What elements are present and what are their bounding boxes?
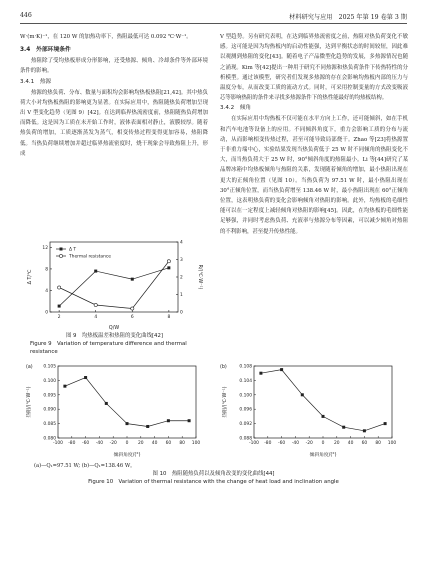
x-tick-label-b: 100 (387, 441, 397, 446)
figure-10-chart (20, 360, 407, 462)
panel-a-tag: (a) (26, 365, 33, 370)
y-axis-label-left: Δ T/℃ (28, 269, 33, 285)
data-point-r (167, 260, 170, 263)
y-tick-label-a: 0.080 (43, 436, 56, 442)
x-tick-label-a: -100 (53, 441, 63, 446)
x-tick-label-a: 20 (138, 441, 144, 446)
x-tick-label-b: -60 (278, 441, 286, 446)
data-point-b (322, 415, 325, 418)
paragraph: 热阻除了受均热板形成分形影响，还受热源、倾角、冷却条件等外部环境条件的影响。 (20, 58, 208, 75)
paragraph-continued: V 型趋势。另有研究表明，在达到临界热流密度之前，热阻对热负荷变化不敏感。这可能是因为均热板内的启动性能强，达到平衡状态的时间较短，因此难以观测到热阻的变化[43]。随着电子产品微型化趋势的发展，多热源情况也随之涌现。Kim 等[42]提出一种用于研究不同热源和热负荷条件下传热特性的分析模型。通过该模型，研究者们发现多热源的存在会影响均热板内部的压力与温度分布，从而改变工质的流动方式。同时，可采用控制变量的方式改变吸液芯等影响热阻的条件来寻找多热源条件下的热性能最好的均热板结构。 (220, 34, 408, 102)
x-tick-label-b: 80 (375, 441, 381, 446)
right-column (220, 32, 408, 237)
series-line-a (65, 378, 189, 427)
plot-frame-a (58, 366, 196, 438)
data-point-a (126, 422, 129, 425)
paragraph: 热源的热负荷、分布、数量与面积均会影响均热板热阻[21,42]。其中热负荷大小对均热板热阻的影响更为显著。在实际应用中，热阻随热负荷增加呈现出 V 型变化趋势（见图 9）[42]。在达到临界热流密度前，热阻随热负荷增加而降低。这是因为工质在未开始工作时，液体表面相对静止，液膜较厚。随着热负荷的增加，工质逐渐蒸发为蒸气，相变传热过程变得更加容易，热阻降低。当热负荷继续增加并超过临界热流密度时，烧干现象会导致热阻上升，形成 (20, 89, 208, 157)
x-tick-label-a: 80 (179, 441, 185, 446)
data-point-a (188, 419, 191, 422)
x-tick-label: 2 (57, 315, 61, 320)
y-tick-label-a: 0.100 (43, 378, 56, 384)
figure-10-subcaption: (a)—Q₁=97.51 W; (b)—Q₁=138.46 W。 (34, 463, 136, 469)
data-point-r (58, 286, 61, 289)
x-tick-label-a: 0 (125, 441, 129, 446)
data-point-a (63, 385, 66, 388)
y-tick-label-a: 0.095 (43, 393, 56, 399)
x-tick-label-b: 40 (347, 441, 354, 446)
x-tick-label-a: -40 (95, 441, 103, 446)
x-tick-label: 6 (130, 315, 134, 320)
y-axis-label-b: 热阻/(℃·W⁻¹) (223, 386, 228, 418)
y-tick-label-b: 0.108 (239, 364, 252, 370)
x-tick-label-b: 60 (361, 441, 368, 446)
x-axis-label-b: 倾斜角度/(°) (309, 453, 337, 458)
data-point-a (84, 376, 87, 379)
figure-9-chart (22, 238, 207, 332)
y-tick-label-b: 0.104 (239, 378, 252, 384)
data-point-dt (58, 305, 61, 308)
figure-9 (22, 238, 207, 356)
series-line-dt (59, 268, 169, 306)
panel-b-tag: (b) (220, 365, 227, 370)
series-line-b (261, 370, 385, 431)
data-point-b (342, 426, 345, 429)
x-tick-label-b: -100 (249, 441, 259, 446)
data-point-a (105, 402, 108, 405)
y-tick-label-right: 4 (180, 240, 183, 246)
subsection-heading: 3.4.2 倾角 (220, 105, 252, 112)
legend-label-r: Thermal resistance (69, 254, 111, 260)
data-point-dt (94, 270, 97, 273)
page-number: 446 (20, 12, 32, 19)
figure-9-caption-en: Figure 9 Variation of temperature difference and thermal resistance (30, 341, 187, 355)
figure-10-caption-en: Figure 10 Variation of thermal resistance with the change of heat load and inclination angle (88, 479, 339, 485)
figure-10 (20, 360, 407, 486)
section-heading: 3.4 外部环境条件 (20, 47, 71, 54)
data-point-b (363, 429, 366, 432)
y-tick-label-b: 0.096 (239, 407, 252, 413)
x-tick-label-b: 0 (321, 441, 325, 446)
legend-marker-dt (60, 248, 63, 251)
y-tick-label-b: 0.100 (239, 393, 252, 399)
x-tick-label-b: 20 (334, 441, 340, 446)
left-column (20, 32, 208, 159)
y-tick-label-left: 4 (45, 288, 48, 294)
paragraph-continued: W·(m·K)⁻¹，在 120 W 的加热功率下，热阻最低可达 0.092 ℃·W⁻¹。 (20, 34, 192, 40)
x-axis-label: Q/W (108, 326, 120, 331)
x-tick-label-a: -80 (68, 441, 76, 446)
y-axis-label-a: 热阻/(℃·W⁻¹) (27, 386, 32, 418)
plot-frame-b (254, 366, 392, 438)
plot-frame (50, 242, 178, 312)
x-tick-label-a: 40 (151, 441, 158, 446)
y-tick-label-right: 0 (180, 310, 183, 316)
figure-9-caption-cn: 图 9 均热板温差和热阻的变化曲线[42] (65, 333, 164, 339)
x-tick-label-b: -20 (305, 441, 313, 446)
x-tick-label-a: -20 (109, 441, 117, 446)
data-point-a (146, 425, 149, 428)
x-tick-label: 8 (167, 315, 171, 320)
y-tick-label-a: 0.085 (43, 422, 56, 428)
y-tick-label-left: 12 (42, 245, 48, 251)
x-tick-label: 4 (94, 315, 98, 320)
subsection-heading: 3.4.1 热源 (20, 78, 52, 85)
legend-label-dt: Δ T (69, 247, 77, 253)
x-axis-label-a: 倾斜角度/(°) (113, 453, 141, 458)
y-tick-label-b: 0.088 (239, 436, 252, 442)
x-tick-label-a: 100 (191, 441, 201, 446)
data-point-r (94, 303, 97, 306)
y-axis-label-right: R/(℃·W⁻¹) (197, 264, 202, 290)
x-tick-label-b: -40 (291, 441, 299, 446)
x-tick-label-b: -80 (264, 441, 272, 446)
data-point-b (301, 393, 304, 396)
data-point-dt (167, 266, 170, 269)
figure-10-caption-cn: 图 10 热阻随热负荷以及倾角改变的变化曲线[44] (152, 471, 275, 477)
y-tick-label-a: 0.105 (43, 364, 56, 370)
data-point-b (384, 422, 387, 425)
data-point-b (280, 368, 283, 371)
legend-marker-r (59, 254, 62, 257)
y-tick-label-a: 0.090 (43, 407, 56, 413)
journal-title: 材料研究与应用 2025 年第 19 卷第 3 期 (289, 14, 407, 21)
x-tick-label-a: 60 (165, 441, 172, 446)
data-point-a (167, 419, 170, 422)
y-tick-label-right: 3 (180, 258, 183, 263)
data-point-r (131, 307, 134, 310)
x-tick-label-a: -60 (82, 441, 90, 446)
series-line-r (59, 261, 169, 308)
y-tick-label-left: 0 (45, 310, 48, 316)
data-point-b (259, 372, 262, 375)
y-tick-label-left: 8 (45, 267, 48, 273)
data-point-dt (131, 278, 134, 281)
y-tick-label-b: 0.092 (239, 422, 252, 428)
y-tick-label-right: 1 (180, 293, 183, 298)
running-header (20, 12, 407, 24)
paragraph: 在实际应用中均热板不仅可能在水平方向上工作，还可能倾斜，如在手机和汽车电池等设备上的应用。不同倾斜角度下，重力会影响工质的分布与流动，从而影响相变传热过程，甚至可能导致局部烧干。Zhao 等[23]将热源置于非重力端中心，实验结果发现当热负荷低于 25 W 时不同倾角的热阻变化不大，而当热负荷大于 25 W 时，90°倾斜角度的热阻最小。Li 等[44]研究了某品牌冰箱中均热板倾角与热阻的关系，发现随着倾角的增加，最小热阻出现在更大的正倾角位置（见图 10）。当热负荷为 97.51 W 时，最小热阻出现在 30°正倾角位置，而当热负荷增至 138.46 W 时，最小热阻出现在 60°正倾角位置，这表明热负荷的变化会影响倾角对热阻的影响。此外，均热板的毛细性能可以在一定程度上减轻倾角对热阻的影响[45]。因此，在均热板的毛细性能足够强，并同时考虑热负荷、充液率与热源分布等因素，可以减少倾角对热阻的不利影响，甚至提升传热性能。 (220, 116, 408, 235)
y-tick-label-right: 2 (180, 275, 183, 281)
